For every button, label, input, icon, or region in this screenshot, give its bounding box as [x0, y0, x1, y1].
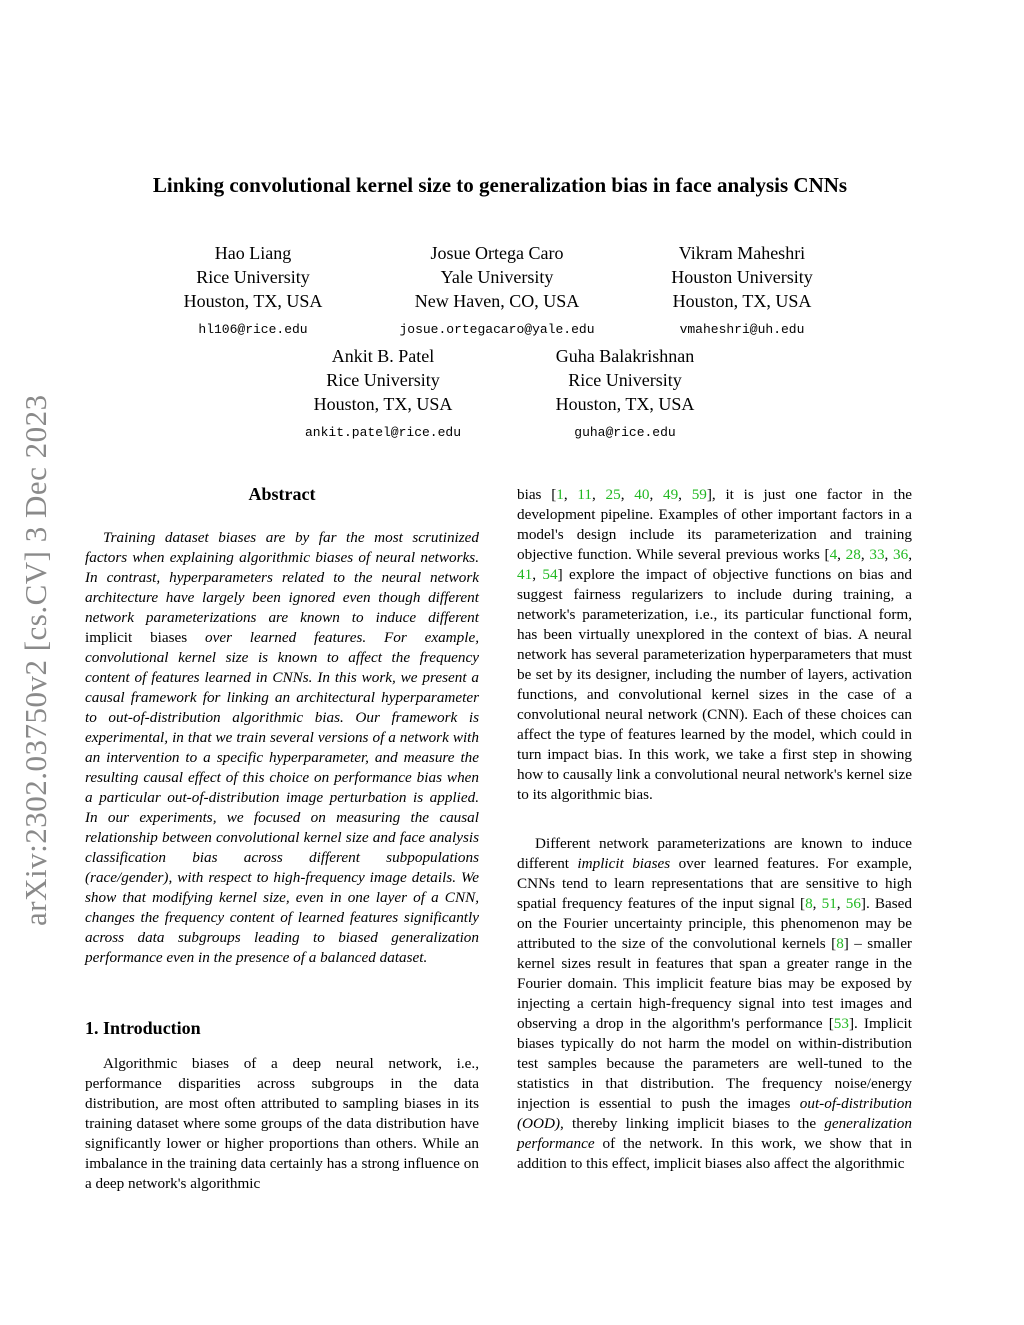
introduction-heading: 1. Introduction	[85, 1018, 201, 1038]
citation-link[interactable]: 53	[833, 1015, 849, 1032]
introduction-paragraph: bias [1, 11, 25, 40, 49, 59], it is just one factor in the development pipeline. Examples of other important factors in a model's design include its parameterization and training objective function. While several previous works [4, 28, 33, 36, 41, 54] explore the impact of objective functions on bias and suggest fairness regularizers to include during training, a network's parameterization, i.e., its particular functional form, has been virtually unexplored in the context of bias. A neural network has several parameterization hyperparameters that must be set by its designer, including the number of layers, activation functions, and convolutional kernel sizes in the case of a convolutional neural network (CNN). Each of these choices can affect the type of features learned by the model, which could in turn impact bias. In this work, we take a first step in showing how to causally link a convolutional neural network's kernel size to its algorithmic bias.	[517, 486, 913, 803]
introduction-paragraph: Different network parameterizations are known to induce different implicit biases over learned features. For example, CNNs tend to learn representations that are sensitive to high spatial frequency features of the input signal [8, 51, 56]. Based on the Fourier uncertainty principle, this phenomenon may be attributed to the size of the convolutional kernels [8] – smaller kernel sizes result in features that span a greater range in the Fourier domain. This implicit feature bias may be exposed by injecting a certain high-frequency signal into test images and observing a drop in the algorithm's performance [53]. Implicit biases typically do not harm the model on within-distribution test samples because the parameters are well-tuned to the statistics in that distribution. The frequency noise/energy injection is essential to push the images out-of-distribution (OOD), thereby linking implicit biases to the generalization performance of the network. In this work, we show that in addition to this effect, implicit biases also affect the algorithmic	[517, 835, 913, 1172]
citation-link[interactable]: 41	[517, 566, 533, 583]
abstract-text: Training dataset biases are by far the most scrutinized factors when explaining algorithmic biases of neural networks. In contrast, hyperparameters related to the neural network architecture have largely been ignored even though different network parameterizations are known to induce different implicit biases over learned features. For example, convolutional kernel size is known to affect the frequency content of features learned in CNNs. In this work, we present a causal framework for linking an architectural hyperparameter to out-of-distribution algorithmic bias. Our framework is experimental, in that we train several versions of a network with an intervention to a specific hyperparameter, and measure the resulting causal effect of this choice on performance bias when a particular out-of-distribution image perturbation is applied. In our experiments, we focused on measuring the causal relationship between convolutional kernel size and face analysis classification bias across different subpopulations (race/gender), with respect to high-frequency image details. We show that modifying kernel size, even in one layer of a CNN, changes the frequency content of learned features significantly across data subgroups leading to biased generalization performance even in the presence of a balanced dataset.	[85, 529, 479, 966]
author-location: New Haven, CO, USA	[414, 291, 580, 311]
citation-link[interactable]: 4	[829, 546, 838, 563]
author-name: Ankit B. Patel	[331, 346, 435, 366]
author-block	[280, 344, 486, 441]
citation-link[interactable]: 59	[691, 486, 707, 503]
author-block	[150, 241, 356, 338]
author-affiliation: Houston University	[671, 267, 813, 287]
paper-title: Linking convolutional kernel size to generalization bias in face analysis CNNs	[152, 173, 848, 197]
author-name: Hao Liang	[214, 243, 292, 263]
author-location: Houston, TX, USA	[672, 291, 812, 311]
author-location: Houston, TX, USA	[183, 291, 323, 311]
citation-link[interactable]: 49	[662, 486, 679, 503]
citation-link[interactable]: 40	[634, 486, 650, 503]
author-affiliation: Yale University	[440, 267, 554, 287]
author-name: Josue Ortega Caro	[430, 243, 564, 263]
citation-link[interactable]: 54	[542, 566, 558, 583]
author-name: Guha Balakrishnan	[555, 346, 695, 366]
citation-link[interactable]: 8	[836, 935, 844, 952]
introduction-paragraph: Algorithmic biases of a deep neural network, i.e., performance disparities across subgroups in the data distribution, are most often attributed to sampling biases in its training dataset where some groups of the data distribution have significantly lower or higher proportions than others. While an imbalance in the training data certainly has a strong influence on a deep network's algorithmic	[85, 1055, 479, 1192]
arxiv-identifier: arXiv:2302.03750v2 [cs.CV] 3 Dec 2023	[18, 394, 53, 926]
author-email: ankit.patel@rice.edu	[304, 425, 462, 440]
author-email: vmaheshri@uh.edu	[679, 322, 805, 337]
citation-link[interactable]: 1	[556, 486, 564, 503]
citation-link[interactable]: 51	[821, 895, 837, 912]
citation-link[interactable]: 56	[845, 895, 861, 912]
citation-link[interactable]: 28	[845, 546, 861, 563]
author-affiliation: Rice University	[196, 267, 310, 287]
author-affiliation: Rice University	[568, 370, 682, 390]
citation-link[interactable]: 36	[893, 546, 909, 563]
citation-link[interactable]: 11	[577, 486, 592, 503]
abstract-heading: Abstract	[248, 484, 316, 504]
citation-link[interactable]: 25	[605, 486, 621, 503]
author-email: hl106@rice.edu	[198, 322, 308, 337]
author-block	[520, 344, 730, 441]
author-location: Houston, TX, USA	[313, 394, 453, 414]
author-block	[640, 241, 844, 338]
citation-link[interactable]: 8	[805, 895, 813, 912]
author-email: josue.ortegacaro@yale.edu	[399, 322, 595, 337]
author-email: guha@rice.edu	[574, 425, 676, 440]
author-block	[372, 241, 622, 338]
citation-link[interactable]: 33	[869, 546, 885, 563]
author-affiliation: Rice University	[326, 370, 440, 390]
author-location: Houston, TX, USA	[555, 394, 695, 414]
author-name: Vikram Maheshri	[678, 243, 806, 263]
